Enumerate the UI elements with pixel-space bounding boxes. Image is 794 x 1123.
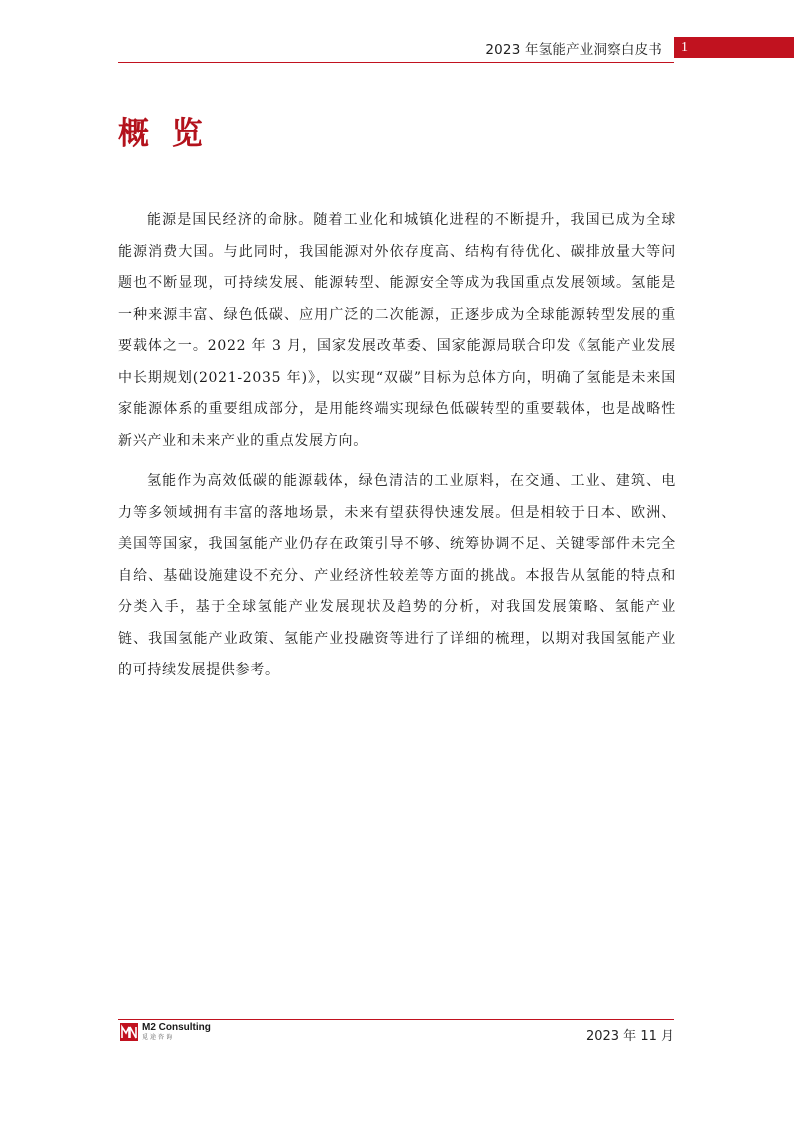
paragraph-1: 能源是国民经济的命脉。随着工业化和城镇化进程的不断提升，我国已成为全球能源消费大国。与此同时，我国能源对外依存度高、结构有待优化、碳排放量大等问题也不断显现，可持续发展、能源转型、能源安全等成为我国重点发展领域。氢能是一种来源丰富、绿色低碳、应用广泛的二次能源，正逐步成为全球能源转型发展的重要载体之一。2022 年 3 月，国家发展改革委、国家能源局联合印发《氢能产业发展中长期规划(2021-2035 年)》，以实现“双碳”目标为总体方向，明确了氢能是未来国家能源体系的重要组成部分，是用能终端实现绿色低碳转型的重要载体，也是战略性新兴产业和未来产业的重点发展方向。 (118, 212, 676, 449)
footer-logo (120, 1023, 211, 1041)
logo-name: M2 Consulting (142, 1022, 211, 1033)
footer-divider (118, 1019, 674, 1020)
page-number-badge: 1 (674, 37, 794, 58)
page-title: 概 览 (118, 116, 209, 152)
body-text (118, 205, 676, 696)
footer-date: 2023 年 11 月 (585, 1029, 674, 1044)
logo-subtitle: 觅途咨询 (142, 1034, 175, 1041)
header-divider (118, 62, 674, 63)
paragraph-2: 氢能作为高效低碳的能源载体，绿色清洁的工业原料，在交通、工业、建筑、电力等多领域拥有丰富的落地场景，未来有望获得快速发展。但是相较于日本、欧洲、美国等国家，我国氢能产业仍存在政策引导不够、统筹协调不足、关键零部件未完全自给、基础设施建设不充分、产业经济性较差等方面的挑战。本报告从氢能的特点和分类入手，基于全球氢能产业发展现状及趋势的分析，对我国发展策略、氢能产业链、我国氢能产业政策、氢能产业投融资等进行了详细的梳理，以期对我国氢能产业的可持续发展提供参考。 (118, 473, 676, 678)
m2-logo-icon (120, 1023, 138, 1041)
header-doc-title: 2023 年氢能产业洞察白皮书 (485, 42, 662, 58)
